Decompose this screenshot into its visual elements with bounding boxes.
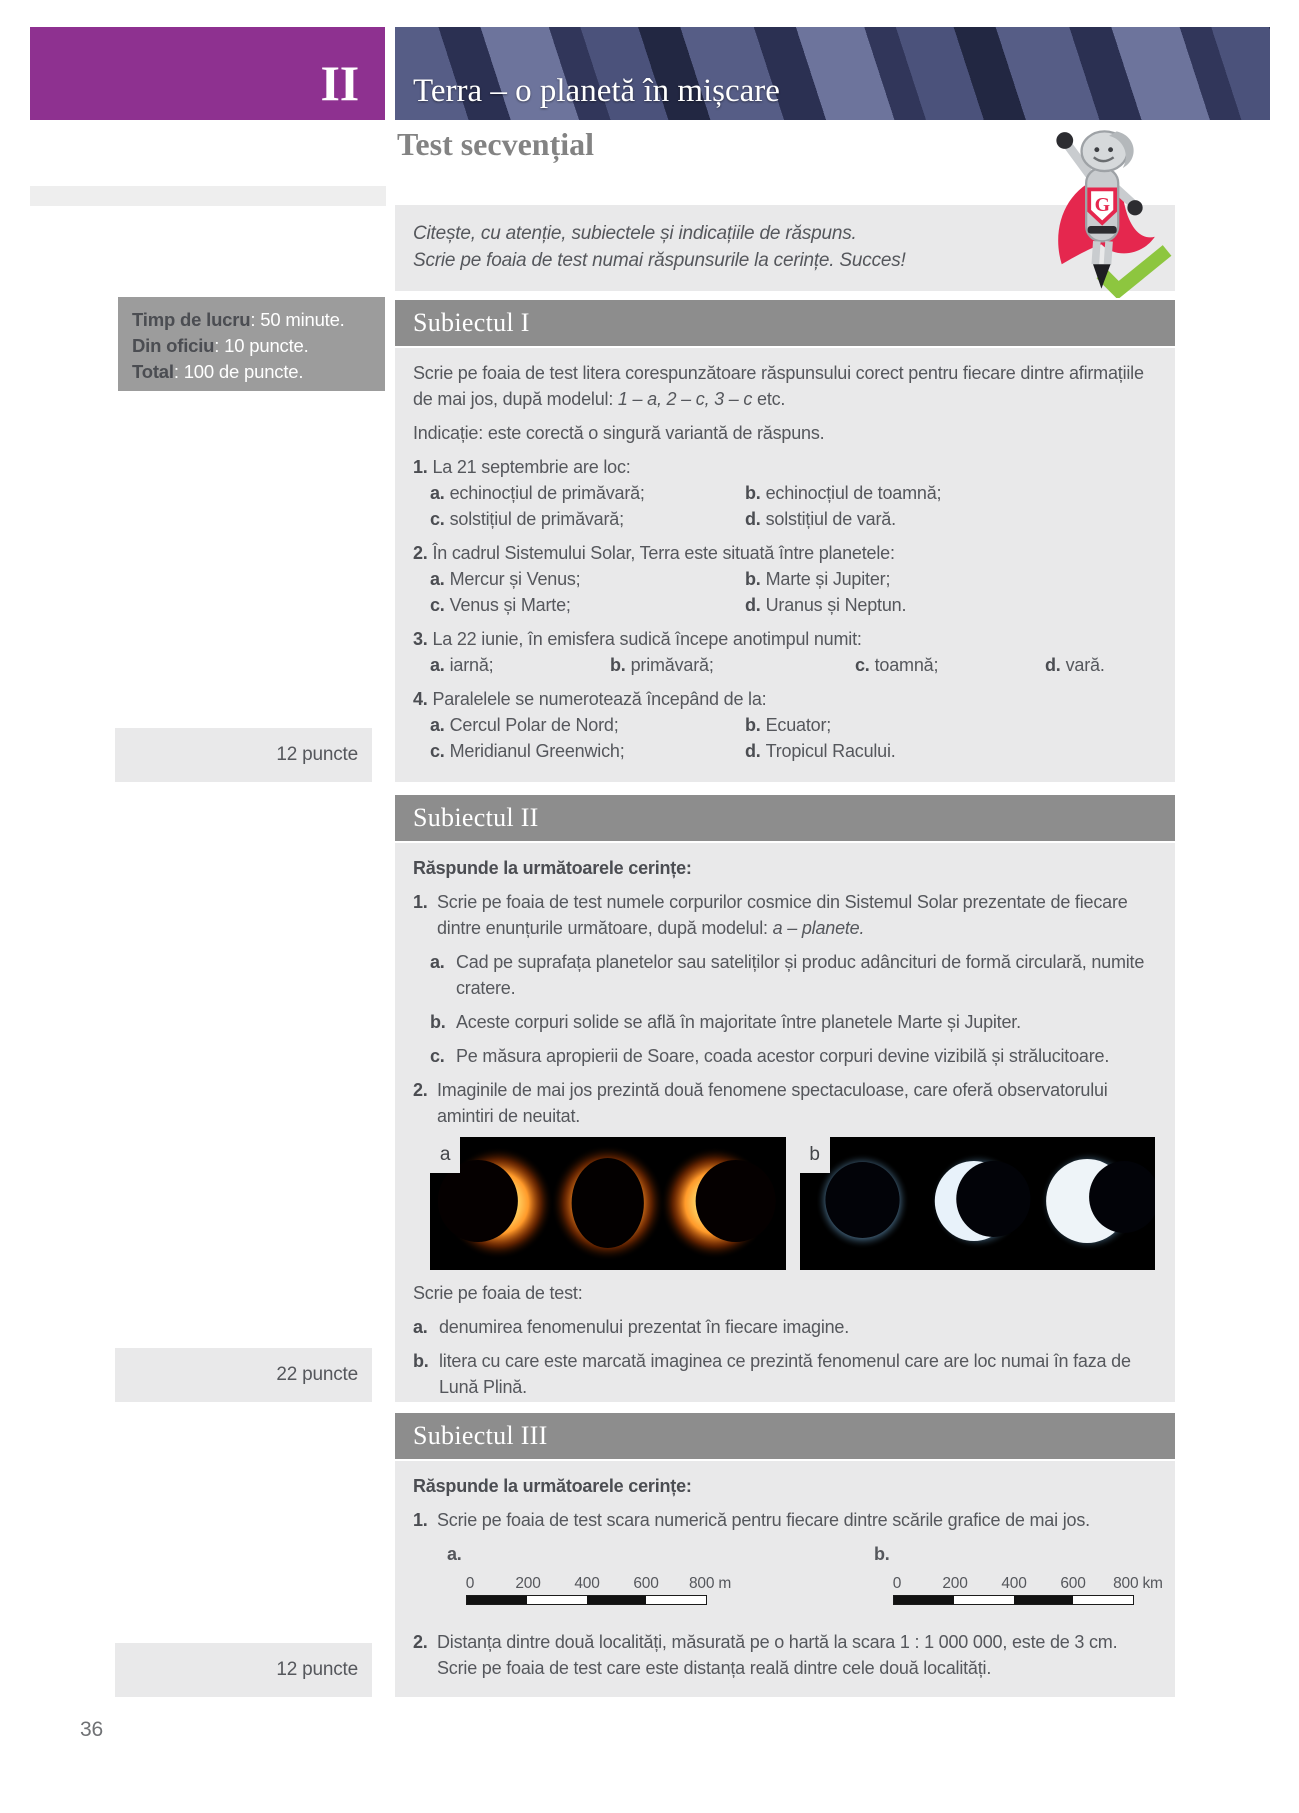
question-text: Scrie pe foaia de test numele corpurilor cosmice din Sistemul Solar prezentate de fiecare dintre enunțurile următoare, după modelul: a – planete. [437,892,1128,938]
question-text: Paralelele se numerotează începând de la: [432,689,767,709]
info-line: Timp de lucru: 50 minute. [132,309,345,330]
lunar-eclipse-graphic [800,1137,1156,1270]
section-body-3 [395,1461,1175,1697]
option: a. Mercur și Venus; [430,569,581,589]
question-number: 1. [413,457,428,477]
eclipse-images-row [430,1137,1155,1270]
question-number: 1. [413,1510,428,1530]
section1-intro: Scrie pe foaia de test litera corespunzătoare răspunsului corect pentru fiecare dintre afirmațiile de mai jos, după modelul: 1 – a, 2 – c, 3 – c etc. [413,363,1144,409]
eclipse-image-a [430,1137,786,1270]
mascot-illustration [1022,122,1190,298]
section2-post: Scrie pe foaia de test: [413,1283,583,1303]
solar-eclipse-graphic [430,1137,786,1270]
option: d. vară. [1045,655,1105,675]
scale-tick: 0 [892,1575,902,1592]
option: c. solstițiul de primăvară; [430,509,624,529]
graphic-scale-a [447,1541,874,1615]
sub-item: a. Cad pe suprafața planetelor sau sateliților și produc adâncituri de formă circulară, numite cratere. [430,952,1145,998]
question-number: 2. [413,1080,428,1100]
left-accent-strip [30,186,386,206]
section-body-2 [395,843,1175,1402]
image-label-tab: a [430,1137,460,1173]
question [413,540,1155,618]
scale-tick: 400 [1001,1575,1027,1592]
option: c. toamnă; [855,655,939,675]
section-header-2 [395,795,1175,841]
question-text: La 21 septembrie are loc: [432,457,631,477]
section-body-1 [395,348,1175,782]
question-text: Imaginile de mai jos prezintă două fenomene spectaculoase, care oferă observatorului amintiri de neuitat. [437,1080,1108,1126]
question [413,889,1155,941]
scale-bar [466,1595,707,1605]
question-number: 1. [413,892,428,912]
scale-tick: 800 m [689,1575,732,1592]
scale-tick: 200 [515,1575,541,1592]
section3-prompt: Răspunde la următoarele cerințe: [413,1476,692,1496]
option: b. primăvară; [610,655,714,675]
scale-tick: 200 [942,1575,968,1592]
question-number: 2. [413,1632,428,1652]
option: a. Cercul Polar de Nord; [430,715,619,735]
section-header-3 [395,1413,1175,1459]
option: d. Tropicul Racului. [745,741,896,761]
question-number: 2. [413,543,428,563]
scale-bar [893,1595,1134,1605]
points-badge: 12 puncte [115,728,372,782]
intro-line: Citește, cu atenție, subiectele și indicațiile de răspuns. [413,223,857,244]
option: b. Ecuator; [745,715,832,735]
image-label-tab: b [800,1137,830,1173]
info-line: Total: 100 de puncte. [132,361,304,382]
info-line: Din oficiu: 10 puncte. [132,335,309,356]
scale-label: b. [874,1544,890,1564]
section-title: Subiectul I [413,308,530,337]
section-title: Subiectul II [413,803,539,832]
points-badge: 12 puncte [115,1643,372,1697]
graphic-scale-b [874,1541,1163,1615]
question-text: Scrie pe foaia de test scara numerică pentru fiecare dintre scările grafice de mai jos. [437,1510,1090,1530]
question [413,454,1155,532]
eclipse-image-b [800,1137,1156,1270]
intro-line: Scrie pe foaia de test numai răspunsurile la cerințe. Succes! [413,250,906,271]
question-number: 3. [413,629,428,649]
question [413,1629,1155,1681]
scale-tick: 600 [1060,1575,1086,1592]
page-number: 36 [80,1718,103,1741]
scale-label: a. [447,1544,462,1564]
option: c. Meridianul Greenwich; [430,741,625,761]
scale-tick: 800 km [1113,1575,1163,1592]
option: c. Venus și Marte; [430,595,571,615]
page-title: Test secvențial [397,126,595,162]
unit-banner [395,27,1270,120]
option: b. Marte și Jupiter; [745,569,891,589]
option: b. echinocțiul de toamnă; [745,483,942,503]
unit-number: II [320,55,359,111]
scale-tick: 600 [633,1575,659,1592]
section-header-1 [395,300,1175,346]
question-number: 4. [413,689,428,709]
question-text: În cadrul Sistemului Solar, Terra este situată între planetele: [432,543,895,563]
option: a. iarnă; [430,655,494,675]
section2-prompt: Răspunde la următoarele cerințe: [413,858,692,878]
points-badge: 22 puncte [115,1348,372,1402]
question-text: Distanța dintre două localități, măsurată pe o hartă la scara 1 : 1 000 000, este de 3 cm. Scrie pe foaia de test care este distanța reală dintre cele două localități. [437,1632,1118,1678]
sub-item: c. Pe măsura apropierii de Soare, coada acestor corpuri devine vizibilă și strălucitoare. [430,1046,1110,1066]
section-title: Subiectul III [413,1421,548,1450]
svg-text:G: G [1094,193,1110,216]
question-text: La 22 iunie, în emisfera sudică începe anotimpul numit: [432,629,862,649]
question [413,626,1155,678]
question [413,686,1155,764]
sub-item: b. litera cu care este marcată imaginea ce prezintă fenomenul care are loc numai în faza de Lună Plină. [413,1351,1131,1397]
unit-number-box [30,27,385,120]
option: d. Uranus și Neptun. [745,595,907,615]
sub-item: b. Aceste corpuri solide se află în majoritate între planetele Marte și Jupiter. [430,1012,1021,1032]
question [413,1507,1155,1533]
section1-indication: Indicație: este corectă o singură variantă de răspuns. [413,423,825,443]
unit-title: Terra – o planetă în mișcare [413,73,780,109]
sub-item: a. denumirea fenomenului prezentat în fiecare imagine. [413,1317,850,1337]
scale-tick: 400 [574,1575,600,1592]
option: d. solstițiul de vară. [745,509,896,529]
graphic-scales-row [447,1541,1163,1615]
scale-tick: 0 [465,1575,475,1592]
time-info-box [118,297,385,391]
question [413,1077,1155,1129]
option: a. echinocțiul de primăvară; [430,483,645,503]
